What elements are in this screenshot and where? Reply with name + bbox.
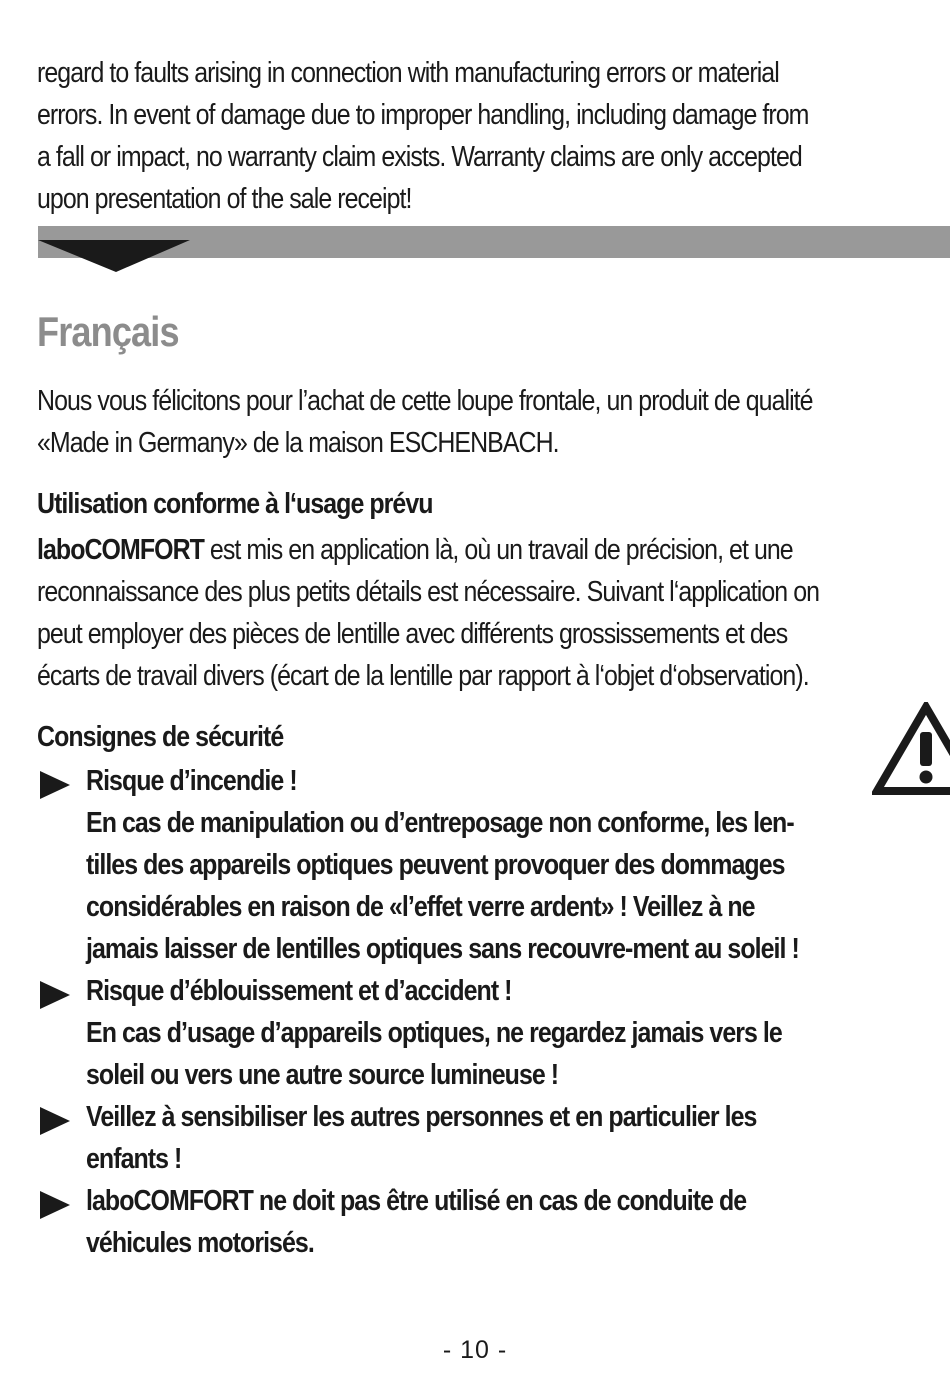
- list-item-text: [86, 970, 946, 1096]
- page-number: - 10 -: [442, 1336, 508, 1364]
- text-line: véhicules motorisés.: [86, 1227, 314, 1259]
- warning-triangle-icon: [872, 702, 950, 796]
- text-line: En cas de manipulation ou d’entreposage non conforme, les len-: [86, 807, 794, 839]
- list-item: [37, 1096, 943, 1180]
- section-divider: [38, 226, 950, 258]
- bullet-arrow-icon: [40, 771, 70, 799]
- list-item-text: [86, 1096, 946, 1180]
- bullet-arrow-icon: [40, 981, 70, 1009]
- list-item: [37, 1180, 943, 1264]
- welcome-paragraph: [37, 380, 940, 464]
- text-line: «Made in Germany» de la maison ESCHENBACH.: [37, 427, 559, 459]
- text-line: reconnaissance des plus petits détails est nécessaire. Suivant l‘application on: [37, 576, 820, 608]
- warranty-paragraph: [37, 52, 940, 220]
- text-line: considérables en raison de «l’effet verre ardent» ! Veillez à ne: [86, 891, 755, 923]
- text-line: tilles des appareils optiques peuvent provoquer des dommages: [86, 849, 785, 881]
- text-line: Risque d’éblouissement et d’accident !: [86, 975, 512, 1007]
- list-item-text: [86, 1180, 946, 1264]
- text-line: Veillez à sensibiliser les autres personnes et en particulier les: [86, 1101, 757, 1133]
- list-item: [37, 760, 943, 970]
- text-line: peut employer des pièces de lentille avec différents grossissements et des: [37, 618, 788, 650]
- text-line: regard to faults arising in connection with manufacturing errors or material: [37, 57, 779, 89]
- text-line: soleil ou vers une autre source lumineuse !: [86, 1059, 559, 1091]
- intended-use-heading: Utilisation conforme à l‘usage prévu: [37, 488, 433, 520]
- intended-use-paragraph: [37, 529, 940, 697]
- text-line: enfants !: [86, 1143, 182, 1175]
- bullet-arrow-icon: [40, 1107, 70, 1135]
- text-line: est mis en application là, où un travail de précision, et une: [203, 534, 793, 566]
- text-line: En cas d’usage d’appareils optiques, ne regardez jamais vers le: [86, 1017, 782, 1049]
- text-line: a fall or impact, no warranty claim exists. Warranty claims are only accepted: [37, 141, 802, 173]
- safety-heading: Consignes de sécurité: [37, 721, 284, 753]
- bullet-arrow-icon: [40, 1191, 70, 1219]
- text-line: laboCOMFORT ne doit pas être utilisé en cas de conduite de: [86, 1185, 747, 1217]
- text-line: upon presentation of the sale receipt!: [37, 183, 412, 215]
- text-line: Nous vous félicitons pour l’achat de cette loupe frontale, un produit de qualité: [37, 385, 813, 417]
- product-name: laboCOMFORT: [37, 534, 204, 566]
- list-item: [37, 970, 943, 1096]
- safety-list: [37, 760, 943, 1264]
- text-line: Risque d’incendie !: [86, 765, 297, 797]
- language-heading: Français: [37, 308, 179, 355]
- arrow-down-icon: [38, 226, 198, 274]
- text-line: écarts de travail divers (écart de la lentille par rapport à l‘objet d‘observation).: [37, 660, 809, 692]
- text-line: jamais laisser de lentilles optiques sans recouvre-ment au soleil !: [86, 933, 799, 965]
- list-item-text: [86, 760, 946, 970]
- text-line: errors. In event of damage due to improper handling, including damage from: [37, 99, 809, 131]
